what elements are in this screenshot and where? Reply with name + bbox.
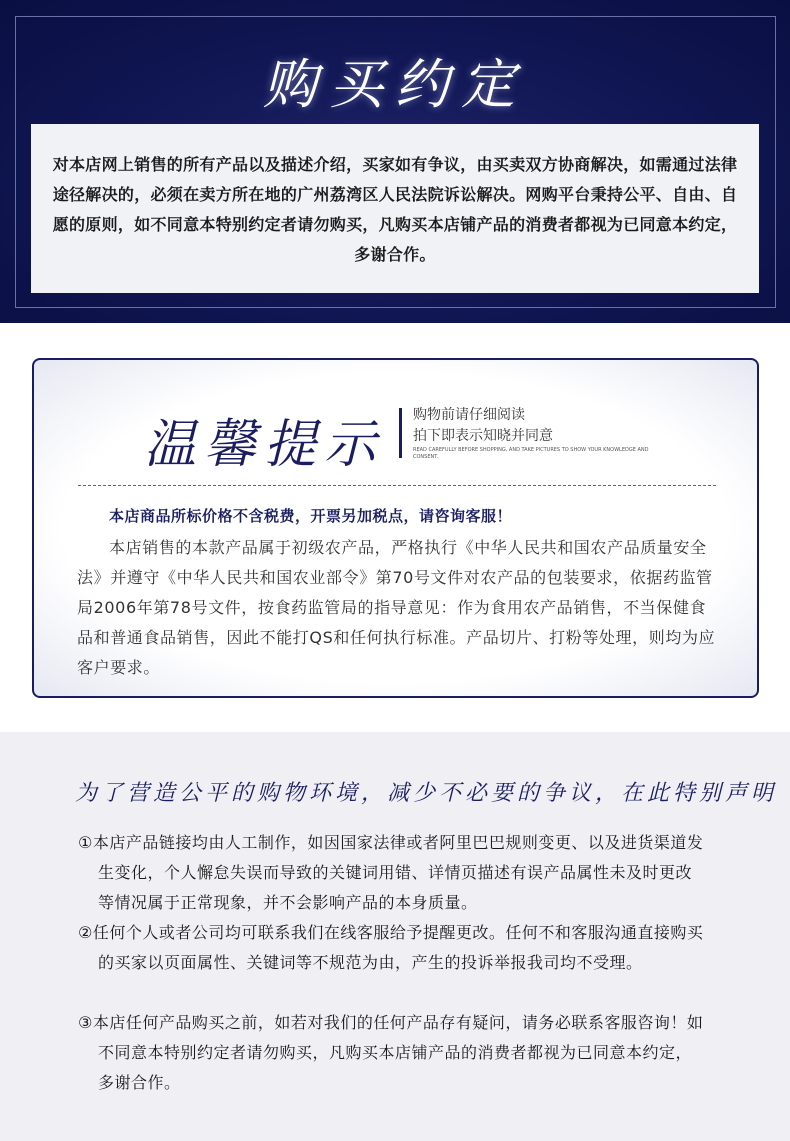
- purchase-title: 购买约定: [263, 53, 527, 116]
- tips-divider-bar: [399, 408, 402, 458]
- statement-item-text: ③本店任何产品购买之前，如若对我们的任何产品存有疑问，请务必联系客服咨询！如不同意本特别约定者请勿购买，凡购买本店铺产品的消费者都视为已同意本约定，多谢合作。: [78, 1013, 704, 1092]
- purchase-text-box: [31, 124, 759, 293]
- statement-item-text: ②任何个人或者公司均可联系我们在线客服给予提醒更改。任何不和客服沟通直接购买的买家以页面属性、关键词等不规范为由，产生的投诉举报我司均不受理。: [78, 923, 704, 972]
- statement-heading: 为了营造公平的购物环境，减少不必要的争议，在此特别声明: [75, 781, 778, 806]
- tips-section: [0, 323, 790, 732]
- tax-notice: 本店商品所标价格不含税费，开票另加税点，请咨询客服！: [109, 507, 513, 525]
- statement-item: [78, 1008, 708, 1098]
- statement-section: [0, 732, 790, 1141]
- statement-item: [78, 918, 708, 978]
- tips-title: 温馨提示: [144, 415, 385, 475]
- purchase-text: 对本店网上销售的所有产品以及描述介绍，买家如有争议，由买卖双方协商解决，如需通过法律途径解决的，必须在卖方所在地的广州荔湾区人民法院诉讼解决。网购平台秉持公平、自由、自愿的原则，如不同意本特别约定者请勿购买，凡购买本店铺产品的消费者都视为已同意本约定，多谢合作。: [52, 155, 738, 264]
- purchase-agreement-section: [0, 0, 790, 323]
- tips-card: [32, 358, 759, 698]
- statement-item: [78, 828, 708, 918]
- statement-item-text: ①本店产品链接均由人工制作，如因国家法律或者阿里巴巴规则变更、以及进货渠道发生变化，个人懈怠失误而导致的关键词用错、详情页描述有误产品属性未及时更改等情况属于正常现象，并不会影响产品的本身质量。: [78, 833, 704, 912]
- tips-read-carefully: 购物前请仔细阅读: [413, 407, 525, 423]
- tips-body: 本店销售的本款产品属于初级农产品，严格执行《中华人民共和国农产品质量安全法》并遵守《中华人民共和国农业部令》第70号文件对农产品的包装要求，依据药监管局2006年第78号文件，按食药监管局的指导意见：作为食用农产品销售，不当保健食品和普通食品销售，因此不能打QS和任何执行标准。产品切片、打粉等处理，则均为应客户要求。: [77, 538, 716, 677]
- tips-consent: 拍下即表示知晓并同意: [413, 428, 553, 444]
- tips-english-note: READ CAREFULLY BEFORE SHOPPING, AND TAKE PICTURES TO SHOW YOUR KNOWLEDGE AND CONSENT.: [413, 447, 649, 460]
- dashed-divider: [78, 485, 716, 486]
